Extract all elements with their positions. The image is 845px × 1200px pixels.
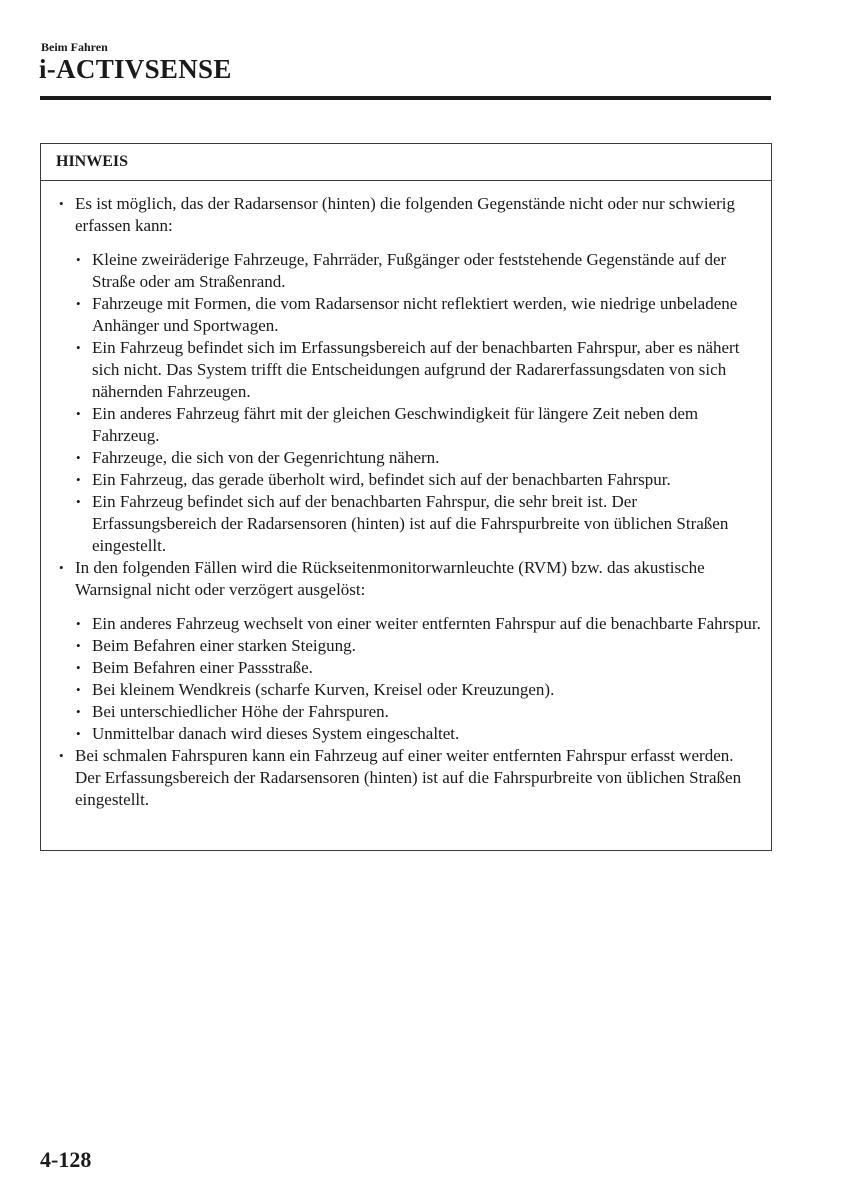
note-body bbox=[41, 181, 771, 811]
note-sublist bbox=[92, 249, 763, 557]
note-item-text: Es ist möglich, das der Radarsensor (hinten) die folgenden Gegenstände nicht oder nur schwierig erfassen kann: bbox=[75, 194, 735, 235]
title-rule bbox=[40, 96, 771, 100]
note-subitem: • Bei unterschiedlicher Höhe der Fahrspuren. bbox=[92, 701, 763, 723]
note-subitem: • Ein anderes Fahrzeug fährt mit der gleichen Geschwindigkeit für längere Zeit neben dem Fahrzeug. bbox=[92, 403, 763, 447]
note-item-text: In den folgenden Fällen wird die Rückseitenmonitorwarnleuchte (RVM) bzw. das akustische Warnsignal nicht oder verzögert ausgelöst: bbox=[75, 558, 705, 599]
note-sublist bbox=[92, 613, 763, 745]
page-number: 4-128 bbox=[40, 1147, 92, 1172]
note-subitem: • Unmittelbar danach wird dieses System eingeschaltet. bbox=[92, 723, 763, 745]
note-subitem: • Kleine zweiräderige Fahrzeuge, Fahrräder, Fußgänger oder feststehende Gegenstände auf der Straße oder am Straßenrand. bbox=[92, 249, 763, 293]
note-subitem: • Fahrzeuge mit Formen, die vom Radarsensor nicht reflektiert werden, wie niedrige unbeladene Anhänger und Sportwagen. bbox=[92, 293, 763, 337]
note-list bbox=[75, 193, 763, 811]
note-item bbox=[75, 193, 763, 557]
note-subitem: • Ein anderes Fahrzeug wechselt von einer weiter entfernten Fahrspur auf die benachbarte Fahrspur. bbox=[92, 613, 763, 635]
chapter-title: i-ACTIVSENSE bbox=[39, 54, 232, 84]
note-subitem: • Beim Befahren einer Passstraße. bbox=[92, 657, 763, 679]
note-subitem: • Ein Fahrzeug befindet sich auf der benachbarten Fahrspur, die sehr breit ist. Der Erfassungsbereich der Radarsensoren (hinten) ist auf die Fahrspurbreite von üblichen Straßen eingestellt. bbox=[92, 491, 763, 557]
note-subitem: • Beim Befahren einer starken Steigung. bbox=[92, 635, 763, 657]
note-box bbox=[40, 143, 772, 851]
note-heading: HINWEIS bbox=[41, 144, 771, 181]
note-subitem: • Bei kleinem Wendkreis (scharfe Kurven, Kreisel oder Kreuzungen). bbox=[92, 679, 763, 701]
note-item bbox=[75, 745, 763, 811]
note-subitem: • Ein Fahrzeug befindet sich im Erfassungsbereich auf der benachbarten Fahrspur, aber es nähert sich nicht. Das System trifft die Entscheidungen aufgrund der Radarerfassungsdaten von sich nähernden Fahrzeugen. bbox=[92, 337, 763, 403]
note-item bbox=[75, 557, 763, 745]
note-item-text: Bei schmalen Fahrspuren kann ein Fahrzeug auf einer weiter entfernten Fahrspur erfasst werden. Der Erfassungsbereich der Radarsensoren (hinten) ist auf die Fahrspurbreite von üblichen Straßen eingestellt. bbox=[75, 746, 742, 809]
note-subitem: • Ein Fahrzeug, das gerade überholt wird, befindet sich auf der benachbarten Fahrspur. bbox=[92, 469, 763, 491]
note-subitem: • Fahrzeuge, die sich von der Gegenrichtung nähern. bbox=[92, 447, 763, 469]
section-label: Beim Fahren bbox=[41, 40, 108, 54]
